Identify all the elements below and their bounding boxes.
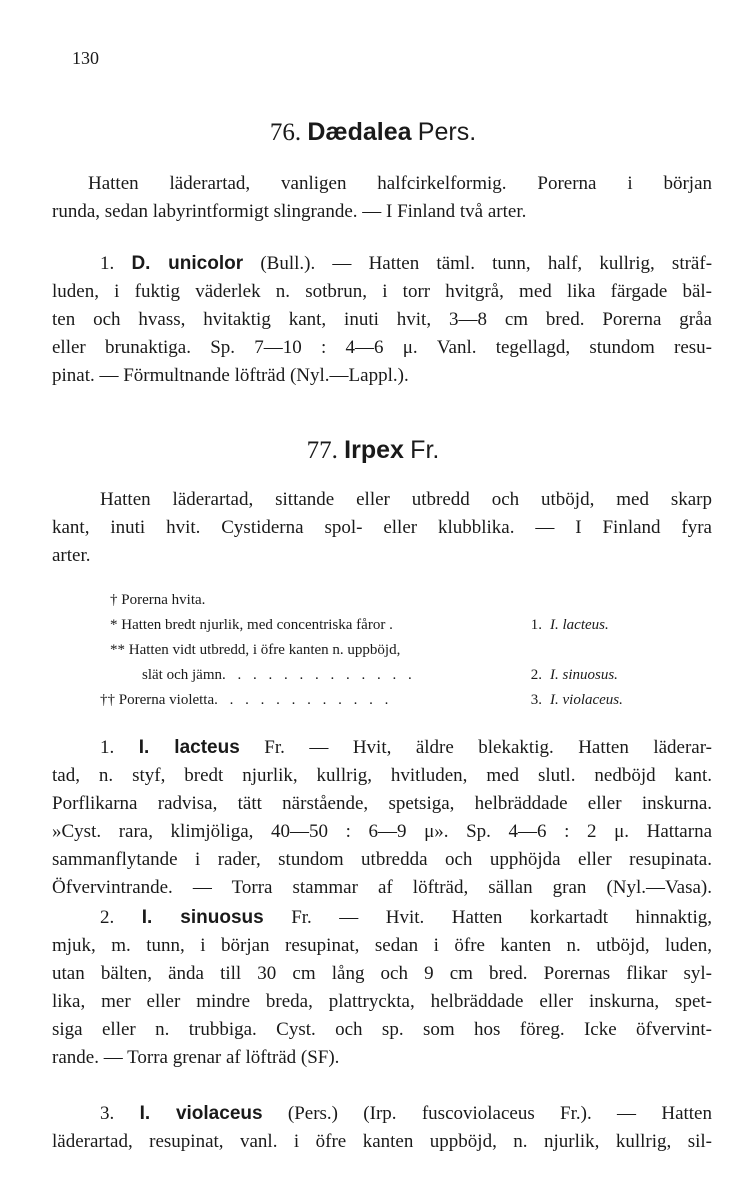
key-leader: . . . . . . . . . . . . . (221, 667, 416, 683)
text-line: rande. — Torra grenar af löfträd (SF). (52, 1047, 340, 1068)
key-row (100, 588, 660, 613)
text-line (52, 1100, 712, 1128)
species-name: I. violaceus (139, 1103, 263, 1124)
genus-number: 77. (306, 437, 338, 464)
text-span: (Pers.) (Irp. fuscoviolaceus Fr.). — Hatten (287, 1103, 712, 1124)
text-line (52, 250, 712, 278)
text-line: luden, i fuktig väderlek n. sotbrun, i torr hvitgrå, med lika färgade bäl- (52, 281, 712, 302)
species-entry-violaceus (52, 1100, 712, 1156)
key-text: †† Porerna violetta (100, 692, 215, 708)
key-row (100, 613, 660, 638)
text-span: (Bull.). — Hatten täml. tunn, half, kullrig, sträf- (260, 253, 713, 274)
page-number: 130 (72, 48, 99, 68)
text-line: utan bälten, ända till 30 cm lång och 9 cm bred. Porernas flikar syl- (52, 963, 712, 984)
genus-name: Irpex (344, 436, 404, 464)
species-entry-sinuosus (52, 904, 712, 1072)
text-line: arter. (52, 545, 91, 566)
species-name: I. sinuosus (141, 907, 264, 928)
text-line: »Cyst. rara, klimjöliga, 40—50 : 6—9 μ». Sp. 4—6 : 2 μ. Hattarna (52, 821, 712, 842)
key-leader (393, 613, 512, 638)
key-text: slät och jämn (142, 667, 222, 683)
key-number: 1. (530, 617, 542, 633)
text-line: mjuk, m. tunn, i början resupinat, sedan i öfre kanten n. utböjd, luden, (52, 935, 712, 956)
text-line: lika, mer eller mindre breda, plattryckta, helbräddade eller inskurna, spet- (52, 991, 712, 1012)
text-line: siga eller n. trubbiga. Cyst. och sp. som hos föreg. Icke öfvervint- (52, 1019, 712, 1040)
text-line: sammanflytande i rader, stundom utbredda och upphöjda eller resupinata. (52, 849, 712, 870)
text-line (52, 734, 712, 762)
text-line: tad, n. styf, bredt njurlik, kullrig, hvitluden, med slutl. nedböjd kant. (52, 765, 712, 786)
genus-author: Pers. (417, 118, 477, 146)
key-row (100, 663, 660, 688)
text-line: ten och hvass, hvitaktig kant, inuti hvit, 3—8 cm bred. Porerna gråa (52, 309, 712, 330)
key-species: I. lacteus. (550, 617, 609, 633)
text-line (52, 904, 712, 932)
key-number: 3. (530, 692, 542, 708)
genus-description (52, 170, 712, 226)
key-row (100, 638, 660, 663)
key-text: † Porerna hvita. (110, 592, 206, 608)
text-line: Porflikarna radvisa, tätt närstående, spetsiga, helbräddade eller inskurna. (52, 793, 712, 814)
key-species: I. sinuosus. (550, 667, 618, 683)
species-name: D. unicolor (131, 253, 244, 274)
key-text: * Hatten bredt njurlik, med concentriska fåror . (110, 617, 393, 633)
genus-name: Dædalea (307, 118, 412, 146)
species-number: 3. (100, 1103, 115, 1124)
key-row (100, 688, 660, 713)
genus-number: 76. (269, 119, 302, 146)
text-line: pinat. — Förmultnande löfträd (Nyl.—Lappl.). (52, 365, 409, 386)
genus-heading-daedalea (0, 118, 746, 147)
species-entry-unicolor (52, 250, 712, 390)
text-line: Öfvervintrande. — Torra stammar af löfträd, sällan gran (Nyl.—Vasa). (52, 877, 712, 898)
genus-description (52, 486, 712, 570)
genus-author: Fr. (410, 436, 440, 464)
species-number: 1. (100, 253, 115, 274)
text-line: kant, inuti hvit. Cystiderna spol- eller klubblika. — I Finland fyra (52, 517, 712, 538)
text-line: Hatten läderartad, sittande eller utbredd och utböjd, med skarp (100, 489, 712, 510)
species-number: 1. (100, 737, 115, 758)
text-line: läderartad, resupinat, vanl. i öfre kanten uppböjd, n. njurlik, kullrig, sil- (52, 1131, 712, 1152)
genus-heading-irpex (0, 436, 746, 465)
text-line: runda, sedan labyrintformigt slingrande. — I Finland två arter. (52, 201, 527, 222)
species-entry-lacteus (52, 734, 712, 902)
species-number: 2. (100, 907, 115, 928)
key-species: I. violaceus. (550, 692, 623, 708)
text-span: Fr. — Hvit, äldre blekaktig. Hatten läderar- (264, 737, 713, 758)
text-line: eller brunaktiga. Sp. 7—10 : 4—6 μ. Vanl. tegellagd, stundom resu- (52, 337, 712, 358)
key-text: ** Hatten vidt utbredd, i öfre kanten n. uppböjd, (110, 642, 401, 658)
key-leader: . . . . . . . . . . . . (214, 692, 393, 708)
text-line: Hatten läderartad, vanligen halfcirkelformig. Porerna i början (88, 173, 712, 194)
text-span: Fr. — Hvit. Hatten korkartadt hinnaktig, (291, 907, 712, 928)
identification-key (100, 588, 660, 713)
key-number: 2. (530, 667, 542, 683)
species-name: I. lacteus (138, 737, 240, 758)
